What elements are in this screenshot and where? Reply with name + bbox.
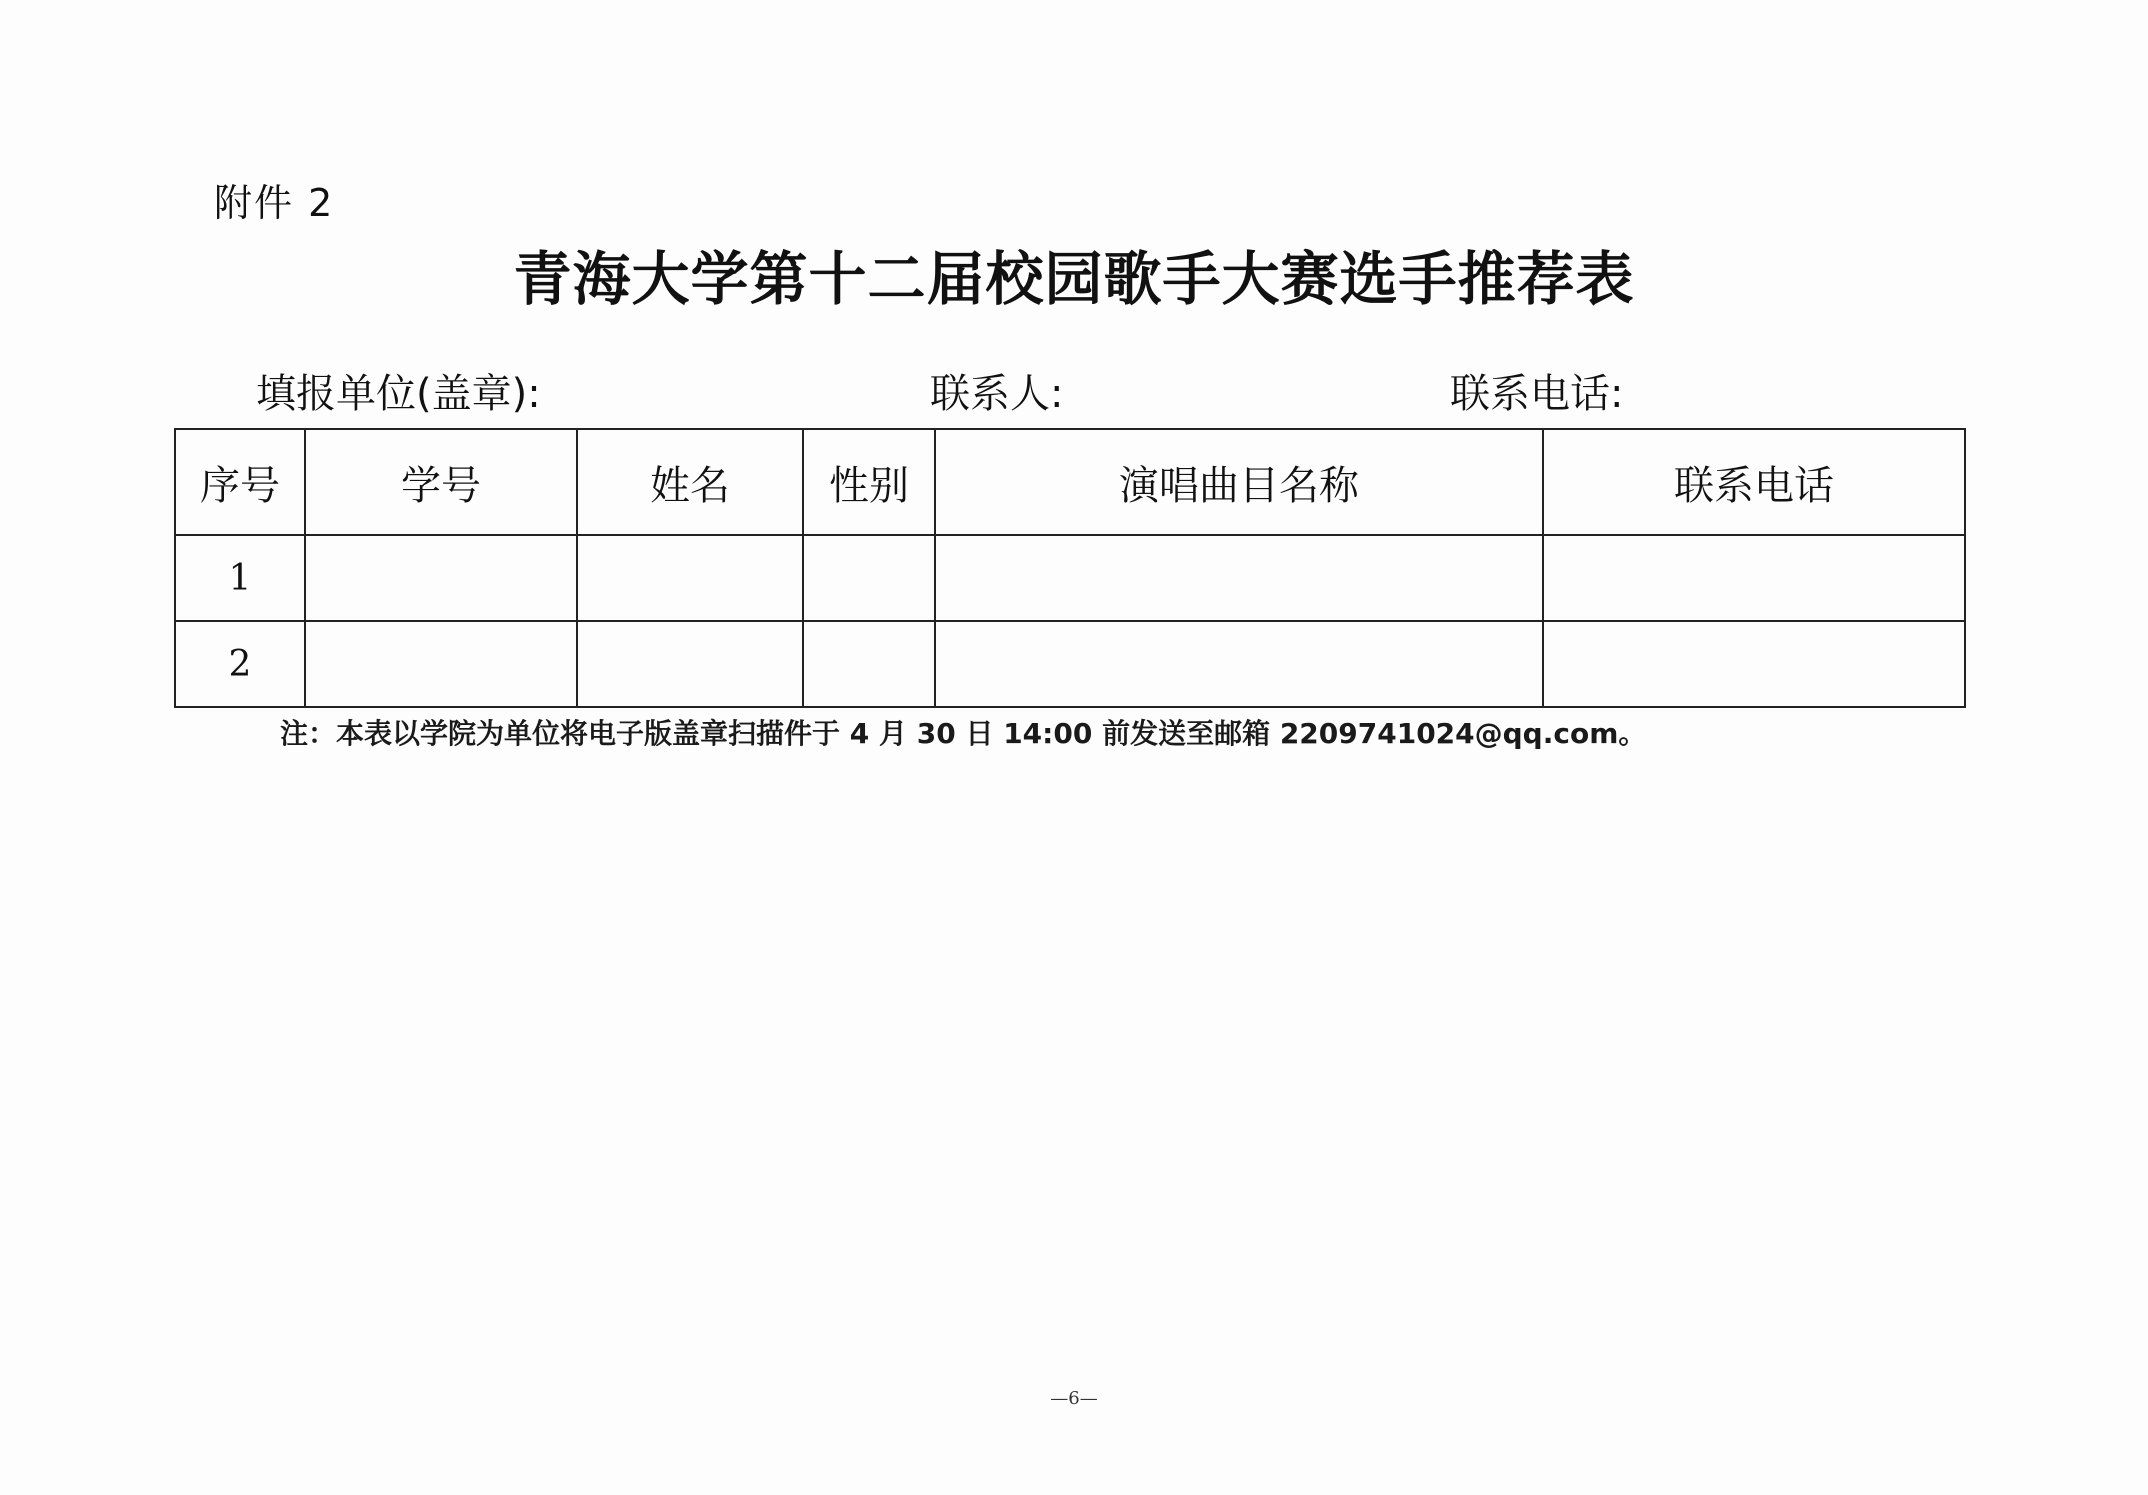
cell-song-title[interactable] — [935, 621, 1543, 707]
header-gender: 性别 — [803, 429, 935, 535]
cell-gender[interactable] — [803, 535, 935, 621]
table-row — [175, 621, 1965, 707]
attachment-label: 附件 2 — [214, 181, 335, 225]
header-contact-phone: 联系电话 — [1543, 429, 1965, 535]
cell-serial: 1 — [175, 535, 305, 621]
cell-contact-phone[interactable] — [1543, 535, 1965, 621]
cell-gender[interactable] — [803, 621, 935, 707]
page-number: —6— — [1050, 1388, 1098, 1409]
fill-unit-label: 填报单位(盖章): — [256, 371, 541, 417]
cell-name[interactable] — [577, 535, 803, 621]
table-row — [175, 535, 1965, 621]
cell-student-id[interactable] — [305, 535, 577, 621]
cell-name[interactable] — [577, 621, 803, 707]
submission-note: 注：本表以学院为单位将电子版盖章扫描件于 4 月 30 日 14:00 前发送至邮箱 2209741024@qq.com。 — [280, 717, 1647, 750]
header-student-id: 学号 — [305, 429, 577, 535]
header-serial: 序号 — [175, 429, 305, 535]
fill-contact-phone-label: 联系电话: — [1450, 371, 1624, 417]
cell-song-title[interactable] — [935, 535, 1543, 621]
cell-student-id[interactable] — [305, 621, 577, 707]
document-title: 青海大学第十二届校园歌手大赛选手推荐表 — [513, 245, 1635, 313]
fill-contact-person-label: 联系人: — [930, 371, 1064, 417]
cell-contact-phone[interactable] — [1543, 621, 1965, 707]
table-header-row — [175, 429, 1965, 535]
recommendation-table — [174, 428, 1966, 708]
header-name: 姓名 — [577, 429, 803, 535]
header-song-title: 演唱曲目名称 — [935, 429, 1543, 535]
cell-serial: 2 — [175, 621, 305, 707]
